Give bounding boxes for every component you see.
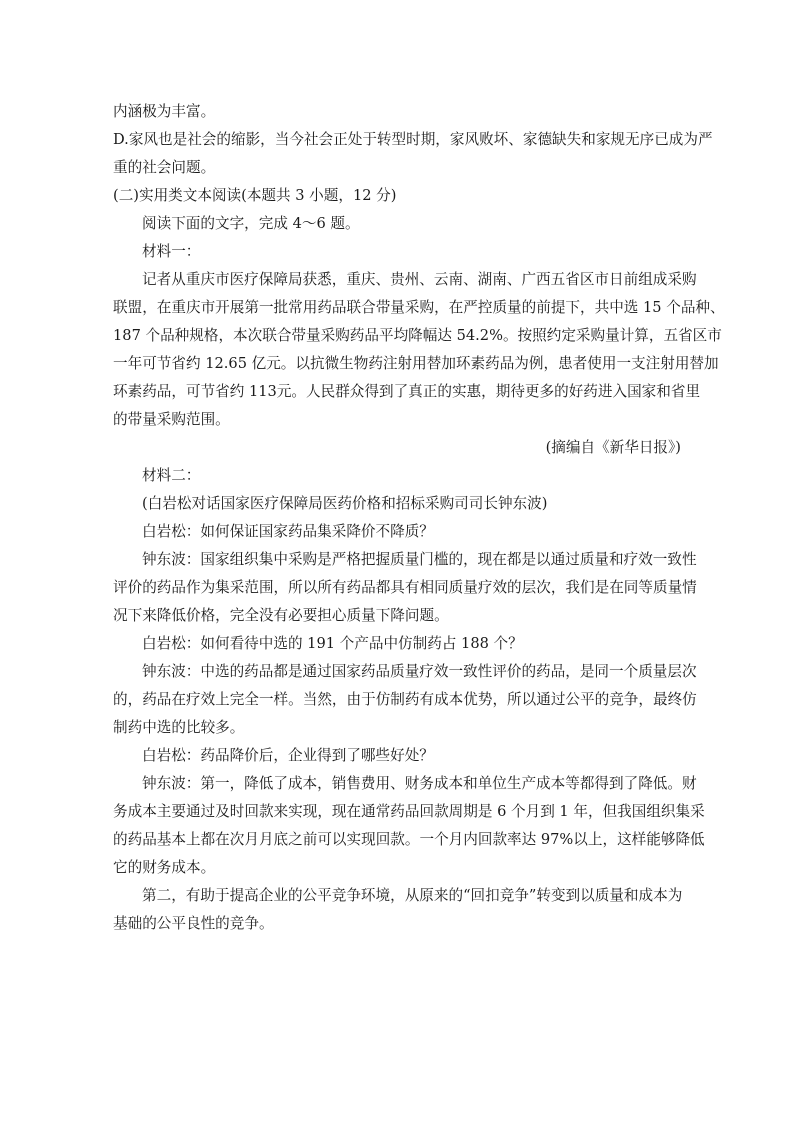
question-3: 白岩松：药品降价后，企业得到了哪些好处？ xyxy=(142,747,434,764)
answer-3-line: 务成本主要通过及时回款来实现，现在通常药品回款周期是 6 个月到 1 年，但我国组织集采 xyxy=(113,803,705,820)
section-heading: (二)实用类文本阅读(本题共 3 小题，12 分) xyxy=(113,187,397,204)
material1-label: 材料一： xyxy=(142,243,201,260)
material1-line: 187 个品种规格，本次联合带量采购药品平均降幅达 54.2%。按照约定采购量计算，五省区市 xyxy=(113,327,722,344)
source-citation: (摘编自《新华日报》) xyxy=(545,439,681,456)
material1-line: 联盟，在重庆市开展第一批常用药品联合带量采购，在严控质量的前提下，共中选 15 个品种、 xyxy=(113,299,725,316)
intro-tail: 内涵极为丰富。 xyxy=(113,103,216,120)
answer-2-line: 的，药品在疗效上完全一样。当然，由于仿制药有成本优势，所以通过公平的竞争，最终仿 xyxy=(113,691,697,708)
answer-2-line: 钟东波：中选的药品都是通过国家药品质量疗效一致性评价的药品，是同一个质量层次 xyxy=(142,663,697,680)
option-d-line-1: D.家风也是社会的缩影，当今社会正处于转型时期，家风败坏、家德缺失和家规无序已成为严 xyxy=(113,131,713,148)
answer-3-line: 的药品基本上都在次月月底之前可以实现回款。一个月内回款率达 97%以上，这样能够降低 xyxy=(113,831,705,848)
question-1: 白岩松：如何保证国家药品集采降价不降质？ xyxy=(142,523,434,540)
answer-2-line: 制药中选的比较多。 xyxy=(113,719,245,736)
answer-3-line: 它的财务成本。 xyxy=(113,859,216,876)
answer-3-line: 钟东波：第一，降低了成本，销售费用、财务成本和单位生产成本等都得到了降低。财 xyxy=(142,775,697,792)
material2-label: 材料二： xyxy=(142,467,201,484)
instruction: 阅读下面的文字，完成 4～6 题。 xyxy=(142,215,360,232)
answer-1-line: 评价的药品作为集采范围，所以所有药品都具有相同质量疗效的层次，我们是在同等质量情 xyxy=(113,579,697,596)
option-d-line-2: 重的社会问题。 xyxy=(113,159,216,176)
answer-3b-line: 第二，有助于提高企业的公平竞争环境，从原来的“回扣竞争”转变到以质量和成本为 xyxy=(142,887,683,904)
material1-line: 的带量采购范围。 xyxy=(113,411,230,428)
interview-intro: (白岩松对话国家医疗保障局医药价格和招标采购司司长钟东波) xyxy=(142,495,548,512)
question-2: 白岩松：如何看待中选的 191 个产品中仿制药占 188 个？ xyxy=(142,635,523,652)
answer-1-line: 钟东波：国家组织集中采购是严格把握质量门槛的，现在都是以通过质量和疗效一致性 xyxy=(142,551,697,568)
answer-1-line: 况下来降低价格，完全没有必要担心质量下降问题。 xyxy=(113,607,449,624)
document-page xyxy=(113,98,725,938)
answer-3b-line: 基础的公平良性的竞争。 xyxy=(113,915,274,932)
material1-line: 记者从重庆市医疗保障局获悉，重庆、贵州、云南、湖南、广西五省区市日前组成采购 xyxy=(142,271,697,288)
material1-line: 一年可节省约 12.65 亿元。以抗微生物药注射用替加环素药品为例，患者使用一支注射用替加 xyxy=(113,355,719,372)
material1-line: 环素药品，可节省约 113元。人民群众得到了真正的实惠，期待更多的好药进入国家和省里 xyxy=(113,383,701,400)
